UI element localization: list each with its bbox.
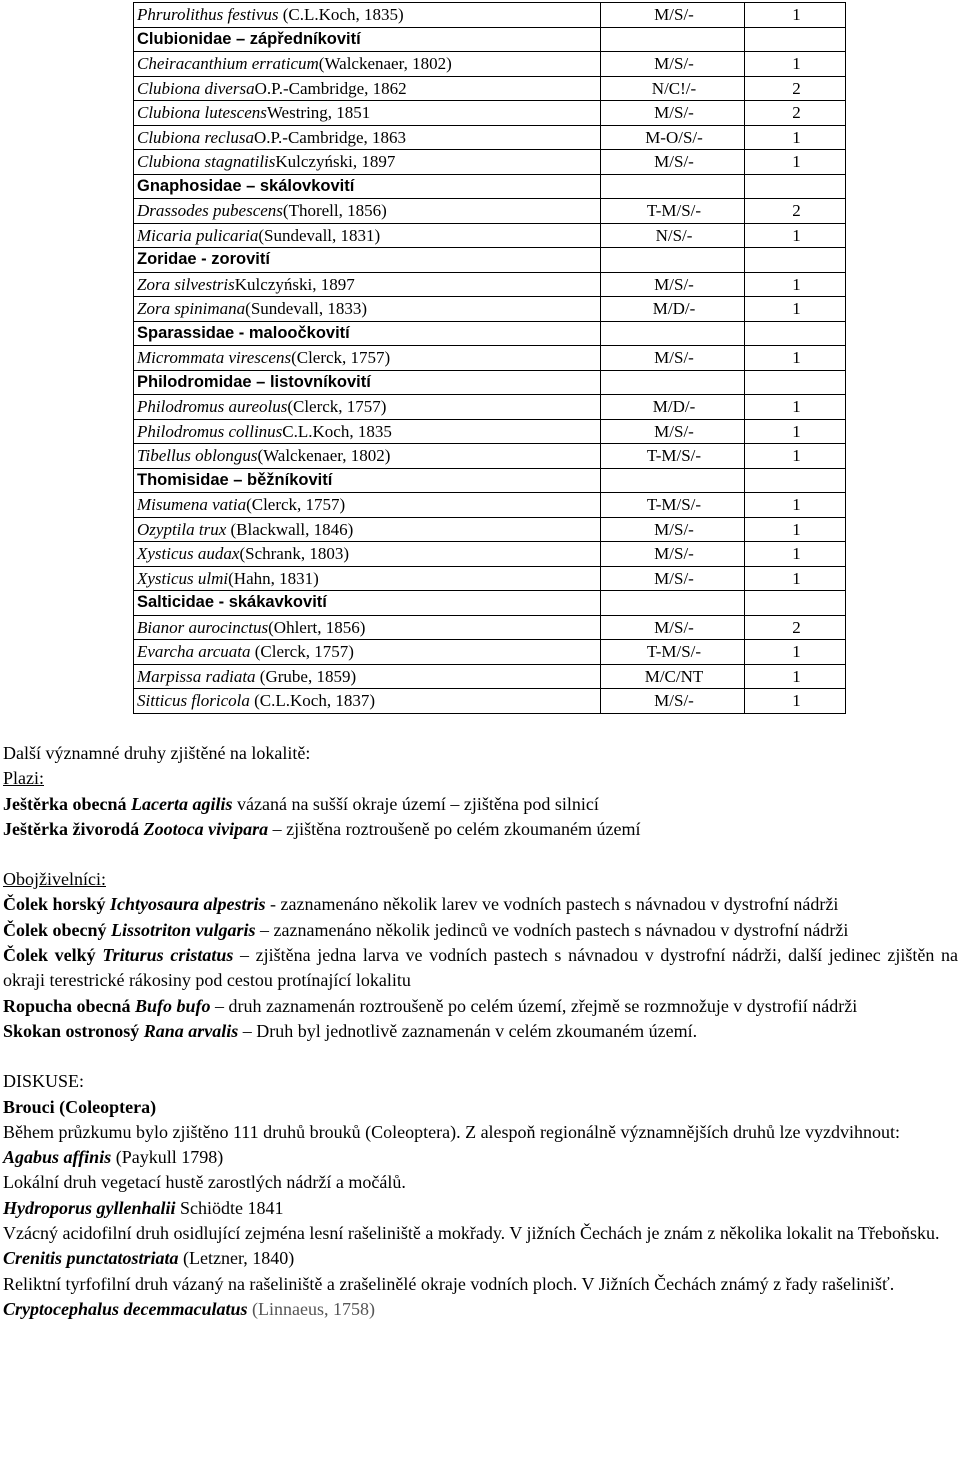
family-row (134, 321, 846, 346)
species-latin-name: Clubiona stagnatilis (137, 152, 276, 172)
species-name-cell (134, 517, 601, 542)
count-cell: 1 (745, 52, 846, 77)
category-cell: M/S/- (601, 615, 745, 640)
species-latin-name: Philodromus collinus (137, 421, 283, 441)
amphibian-entry: Čolek obecný Lissotriton vulgaris – zaznamenáno několik jedinců ve vodních pastech s návnadou v dystrofní nádrži (3, 919, 849, 940)
species-name-cell (134, 689, 601, 714)
count-cell: 1 (745, 125, 846, 150)
species-author: (Clerck, 1757) (287, 397, 387, 417)
species-row (134, 664, 846, 689)
count-cell: 1 (745, 444, 846, 469)
category-cell (601, 468, 745, 493)
category-cell: M/S/- (601, 52, 745, 77)
family-name: Zoridae - zorovití (134, 248, 601, 273)
text-content (3, 741, 958, 1322)
count-cell: 1 (745, 640, 846, 665)
count-cell: 1 (745, 395, 846, 420)
species-row (134, 517, 846, 542)
species-row (134, 223, 846, 248)
family-row (134, 248, 846, 273)
count-cell: 2 (745, 199, 846, 224)
category-cell: N/S/- (601, 223, 745, 248)
species-name-cell (134, 3, 601, 28)
category-cell: M/S/- (601, 150, 745, 175)
family-name: Gnaphosidae – skálovkovití (134, 174, 601, 199)
category-cell: T-M/S/- (601, 493, 745, 518)
species-name-cell (134, 272, 601, 297)
species-name-cell (134, 52, 601, 77)
category-cell (601, 321, 745, 346)
species-latin-name: Clubiona lutescens (137, 103, 267, 123)
count-cell: 1 (745, 223, 846, 248)
spacer (3, 1044, 958, 1069)
species-name-cell (134, 664, 601, 689)
species-row (134, 689, 846, 714)
species-author: (Thorell, 1856) (282, 201, 387, 221)
category-cell: M/S/- (601, 542, 745, 567)
family-row (134, 27, 846, 52)
species-row (134, 272, 846, 297)
count-cell: 1 (745, 419, 846, 444)
species-latin-name: Tibellus oblongus (137, 446, 258, 466)
other-species-intro: Další významné druhy zjištěné na lokalitě: (3, 743, 311, 763)
species-author: (Walckenaer, 1802) (318, 54, 452, 74)
count-cell: 1 (745, 517, 846, 542)
category-cell (601, 174, 745, 199)
species-latin-name: Cheiracanthium erraticum (137, 54, 319, 74)
count-cell (745, 174, 846, 199)
species-row (134, 542, 846, 567)
category-cell: M/S/- (601, 3, 745, 28)
species-name-cell (134, 125, 601, 150)
category-cell: M/S/- (601, 346, 745, 371)
species-latin-name: Zora silvestris (137, 274, 235, 294)
reptiles-heading: Plazi: (3, 768, 44, 789)
species-author: (Grube, 1859) (255, 666, 357, 686)
species-author: (C.L.Koch, 1835) (278, 5, 404, 25)
family-row (134, 468, 846, 493)
species-author: O.P.-Cambridge, 1863 (253, 127, 406, 147)
count-cell: 1 (745, 346, 846, 371)
category-cell: M/S/- (601, 272, 745, 297)
count-cell (745, 468, 846, 493)
count-cell: 1 (745, 297, 846, 322)
species-latin-name: Phrurolithus festivus (137, 5, 279, 25)
category-cell: M/D/- (601, 395, 745, 420)
category-cell (601, 591, 745, 616)
category-cell (601, 248, 745, 273)
species-row (134, 395, 846, 420)
species-latin-name: Xysticus ulmi (137, 568, 229, 588)
species-row (134, 640, 846, 665)
count-cell: 1 (745, 566, 846, 591)
species-author: (Schrank, 1803) (239, 544, 349, 564)
beetle-species: Crenitis punctatostriata (Letzner, 1840) (3, 1248, 295, 1269)
species-name-cell (134, 419, 601, 444)
species-name-cell (134, 566, 601, 591)
species-name-cell (134, 640, 601, 665)
species-author: (Clerck, 1757) (246, 495, 346, 515)
species-row (134, 615, 846, 640)
discussion-heading: DISKUSE: (3, 1071, 85, 1092)
species-latin-name: Marpissa radiata (137, 666, 256, 686)
category-cell: T-M/S/- (601, 199, 745, 224)
amphibian-entry: Ropucha obecná Bufo bufo – druh zaznamenán roztroušeně po celém území, zřejmě se rozmnožuje v dystrofií nádrži (3, 995, 858, 1016)
beetle-note: Reliktní tyrfofilní druh vázaný na rašeliniště a zrašelinělé okraje vodních ploch. V Jižních Čechách známý z řady rašelinišť. (3, 1273, 895, 1294)
count-cell (745, 27, 846, 52)
family-name: Sparassidae - maloočkovití (134, 321, 601, 346)
species-table-body (134, 3, 846, 714)
species-author: (Ohlert, 1856) (268, 617, 366, 637)
species-row (134, 3, 846, 28)
category-cell: M/S/- (601, 101, 745, 126)
species-latin-name: Bianor aurocinctus (137, 617, 269, 637)
species-name-cell (134, 297, 601, 322)
count-cell: 1 (745, 493, 846, 518)
amphibian-entry: Skokan ostronosý Rana arvalis – Druh byl jednotlivě zaznamenán v celém zkoumaném území. (3, 1020, 698, 1041)
count-cell: 2 (745, 101, 846, 126)
species-author: Kulczyński, 1897 (275, 152, 396, 172)
species-name-cell (134, 199, 601, 224)
species-latin-name: Drassodes pubescens (137, 201, 283, 221)
beetle-species: Agabus affinis (Paykull 1798) (3, 1147, 224, 1168)
species-author: Kulczyński, 1897 (234, 274, 355, 294)
count-cell: 1 (745, 689, 846, 714)
species-name-cell (134, 223, 601, 248)
amphibian-entry: Čolek velký Triturus cristatus – zjištěna jedna larva ve vodních pastech s návnadou v dystrofní nádrži, další jedinec zjištěn na okraji terestrické rákosiny pod cestou protínající lokalitu (3, 945, 958, 991)
family-name: Philodromidae – listovníkovití (134, 370, 601, 395)
species-author: (Sundevall, 1833) (245, 299, 367, 319)
count-cell: 1 (745, 664, 846, 689)
species-latin-name: Evarcha arcuata (137, 642, 251, 662)
species-author: (Sundevall, 1831) (258, 225, 381, 245)
count-cell (745, 591, 846, 616)
species-latin-name: Clubiona diversa (137, 78, 255, 98)
species-row (134, 566, 846, 591)
species-author: (Clerck, 1757) (291, 348, 391, 368)
species-row (134, 199, 846, 224)
category-cell: M/S/- (601, 517, 745, 542)
count-cell (745, 248, 846, 273)
category-cell: N/C!/- (601, 76, 745, 101)
species-row (134, 444, 846, 469)
species-latin-name: Philodromus aureolus (137, 397, 288, 417)
count-cell: 2 (745, 76, 846, 101)
species-row (134, 346, 846, 371)
species-latin-name: Misumena vatia (137, 495, 247, 515)
species-name-cell (134, 493, 601, 518)
category-cell: M/C/NT (601, 664, 745, 689)
species-author: (Clerck, 1757) (250, 642, 354, 662)
category-cell: T-M/S/- (601, 444, 745, 469)
amphibians-heading: Obojživelníci: (3, 869, 106, 890)
species-latin-name: Micrommata virescens (137, 348, 292, 368)
species-latin-name: Clubiona reclusa (137, 127, 254, 147)
species-author: Westring, 1851 (266, 103, 371, 123)
species-name-cell (134, 395, 601, 420)
spacer (3, 842, 958, 867)
family-row (134, 370, 846, 395)
count-cell (745, 321, 846, 346)
species-latin-name: Ozyptila trux (137, 519, 227, 539)
beetles-heading: Brouci (Coleoptera) (3, 1096, 157, 1117)
beetles-intro: Během průzkumu bylo zjištěno 111 druhů brouků (Coleoptera). Z alespoň regionálně významnějších druhů lze vyzdvihnout: (3, 1121, 900, 1142)
species-row (134, 76, 846, 101)
species-row (134, 493, 846, 518)
family-row (134, 591, 846, 616)
species-latin-name: Xysticus audax (137, 544, 240, 564)
count-cell: 1 (745, 3, 846, 28)
family-name: Salticidae - skákavkovití (134, 591, 601, 616)
category-cell: M/D/- (601, 297, 745, 322)
species-row (134, 52, 846, 77)
beetle-species: Cryptocephalus decemmaculatus (Linnaeus, 1758) (3, 1298, 375, 1319)
family-name: Clubionidae – zápředníkovití (134, 27, 601, 52)
species-name-cell (134, 76, 601, 101)
count-cell: 1 (745, 272, 846, 297)
species-author: (Hahn, 1831) (228, 568, 319, 588)
count-cell: 1 (745, 542, 846, 567)
beetle-note: Lokální druh vegetací hustě zarostlých nádrží a močálů. (3, 1172, 406, 1193)
beetle-note: Vzácný acidofilní druh osidlující zejména lesní rašeliniště a mokřady. V jižních Čechách je znám z několika lokalit na Třeboňsku. (3, 1223, 940, 1244)
count-cell: 1 (745, 150, 846, 175)
amphibian-entry: Čolek horský Ichtyosaura alpestris - zaznamenáno několik larev ve vodních pastech s návnadou v dystrofní nádrži (3, 894, 839, 915)
category-cell: M-O/S/- (601, 125, 745, 150)
species-author: (Blackwall, 1846) (226, 519, 354, 539)
beetle-species: Hydroporus gyllenhalii Schiödte 1841 (3, 1197, 284, 1218)
category-cell: M/S/- (601, 566, 745, 591)
category-cell: T-M/S/- (601, 640, 745, 665)
count-cell: 2 (745, 615, 846, 640)
category-cell: M/S/- (601, 419, 745, 444)
species-name-cell (134, 150, 601, 175)
species-row (134, 297, 846, 322)
species-author: C.L.Koch, 1835 (282, 421, 392, 441)
family-name: Thomisidae – běžníkovití (134, 468, 601, 493)
species-author: O.P.-Cambridge, 1862 (254, 78, 407, 98)
count-cell (745, 370, 846, 395)
species-latin-name: Zora spinimana (137, 299, 246, 319)
species-table (133, 2, 846, 714)
species-name-cell (134, 101, 601, 126)
species-name-cell (134, 346, 601, 371)
species-author: (Walckenaer, 1802) (257, 446, 391, 466)
category-cell (601, 27, 745, 52)
species-latin-name: Micaria pulicaria (137, 225, 259, 245)
species-name-cell (134, 615, 601, 640)
reptile-entry: Ještěrka živorodá Zootoca vivipara – zjištěna roztroušeně po celém zkoumaném území (3, 818, 641, 839)
species-author: (C.L.Koch, 1837) (249, 691, 375, 711)
species-latin-name: Sitticus floricola (137, 691, 250, 711)
species-row (134, 150, 846, 175)
species-name-cell (134, 444, 601, 469)
category-cell: M/S/- (601, 689, 745, 714)
species-row (134, 101, 846, 126)
category-cell (601, 370, 745, 395)
species-row (134, 125, 846, 150)
family-row (134, 174, 846, 199)
species-name-cell (134, 542, 601, 567)
species-row (134, 419, 846, 444)
reptile-entry: Ještěrka obecná Lacerta agilis vázaná na sušší okraje území – zjištěna pod silnicí (3, 793, 599, 814)
